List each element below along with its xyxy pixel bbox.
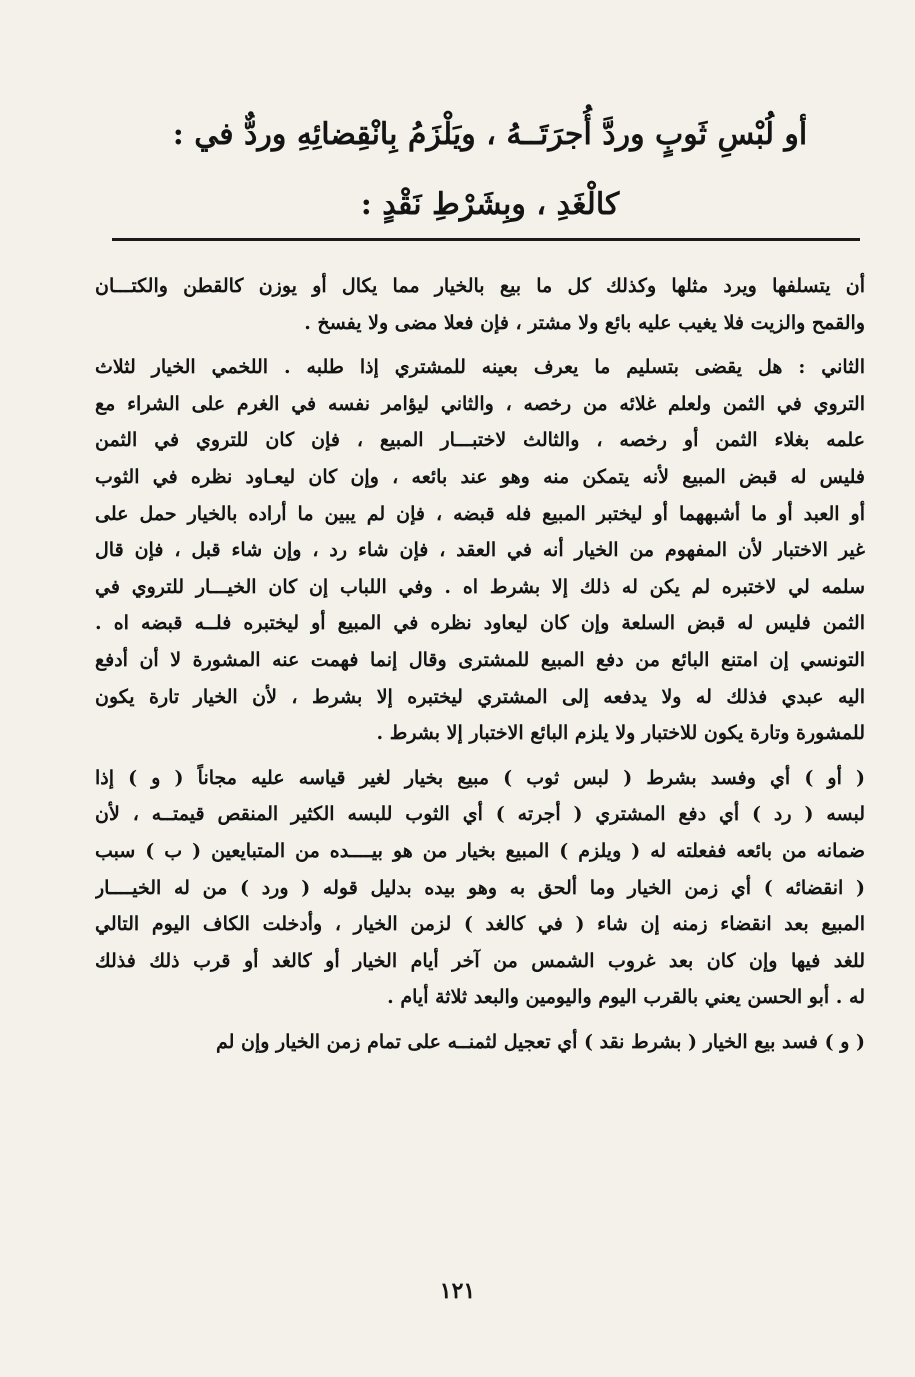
paragraph — [95, 1024, 865, 1061]
page-number: ١٢١ — [439, 1278, 476, 1304]
text-line: التونسي إن امتنع البائع من دفع المبيع للمشترى وقال إنما فهمت عنه المشورة لا أن أدفع — [95, 648, 865, 671]
text-line: الثمن فليس له قبض السلعة وإن كان ليعاود نظره في المبيع أو ليختبره فلــه قبضه اه . — [95, 612, 865, 635]
text-line: والقمح والزيت فلا يغيب عليه بائع ولا مشتر ، فإن فعلا مضى ولا يفسخ . — [304, 311, 865, 334]
matn-verse — [110, 100, 870, 240]
text-line: علمه بغلاء الثمن أو رخصه ، والثالث لاختبـــار المبيع ، فإن كان للتروي في الثمن — [95, 429, 865, 452]
text-line: المبيع بعد انقضاء زمنه إن شاء ( في كالغد ) لزمن الخيار ، وأدخلت الكاف اليوم التالي — [95, 913, 865, 936]
matn-line-2: كالْغَدِ ، وبِشَرْطِ نَقْدٍ : — [360, 187, 620, 222]
separator-rule — [112, 238, 860, 241]
text-line: ( أو ) أي وفسد بشرط ( لبس ثوب ) مبيع بخيار لغير قياسه عليه مجاناً ( و ) إذا — [95, 766, 865, 789]
text-line: للمشورة وتارة يكون للاختبار ولا يلزم البائع الاختبار إلا بشرط . — [376, 722, 865, 745]
text-line: ضمانه من بائعه ففعلته له ( ويلزم ) المبيع بخيار من هو بيــــده من المتبايعين ( ب ) سبب — [95, 839, 865, 862]
paragraph — [95, 349, 865, 752]
text-line: ( انقضائه ) أي زمن الخيار وما ألحق به وهو بيده بدليل قوله ( ورد ) من له الخيــــار — [95, 876, 865, 899]
commentary-text — [95, 268, 865, 1068]
text-line: غير الاختبار لأن المفهوم من الخيار أنه في العقد ، فإن شاء رد ، وإن شاء قبل ، فإن قال — [95, 539, 865, 562]
paragraph — [95, 760, 865, 1016]
text-line: أن يتسلفها ويرد مثلها وكذلك كل ما بيع بالخيار مما يكال أو يوزن كالقطن والكتـــان — [95, 275, 865, 297]
text-line: الثاني : هل يقضى بتسليم ما يعرف بعينه للمشتري إذا طلبه . اللخمي الخيار لثلاث — [95, 356, 865, 379]
text-line: لبسه ( رد ) أي دفع المشتري ( أجرته ) أي الثوب للبسه الكثير المنقص قيمتــه ، لأن — [95, 803, 865, 826]
paragraph — [95, 268, 865, 341]
matn-line-1: أو لُبْسِ ثَوبٍ وردَّ أُجرَتَــهُ ، ويَلْزَمُ بِانْقِضائِهِ وردٌّ في : — [172, 117, 808, 152]
text-line: التروي في الثمن ولعلم غلائه من رخصه ، والثاني ليؤامر نفسه في الغرم على الشراء مع — [95, 392, 865, 415]
text-line: للغد فيها وإن كان بعد غروب الشمس من آخر أيام الخيار أو كالغد أو قرب ذلك فذلك — [95, 949, 865, 972]
text-line: اليه عبدي فذلك له ولا يدفعه إلى المشتري ليختبره إلا بشرط ، لأن الخيار تارة يكون — [95, 685, 865, 708]
text-line: له . أبو الحسن يعني بالقرب اليوم واليومين والبعد ثلاثة أيام . — [387, 986, 865, 1009]
text-line: فليس له قبض المبيع لأنه يتمكن منه وهو عند بائعه ، وإن كان ليعـاود نظره في الثوب — [95, 465, 865, 488]
text-line: سلمه لي لاختبره لم يكن له ذلك إلا بشرط اه . وفي اللباب إن كان الخيـــار للتروي في — [95, 575, 865, 598]
text-line: أو العبد أو ما أشبههما أو ليختبر المبيع فله قبضه ، فإن لم يبين ما أراده بالخيار حمل على — [95, 502, 865, 525]
text-line: ( و ) فسد بيع الخيار ( بشرط نقد ) أي تعجيل لثمنــه على تمام زمن الخيار وإن لم — [215, 1030, 865, 1053]
